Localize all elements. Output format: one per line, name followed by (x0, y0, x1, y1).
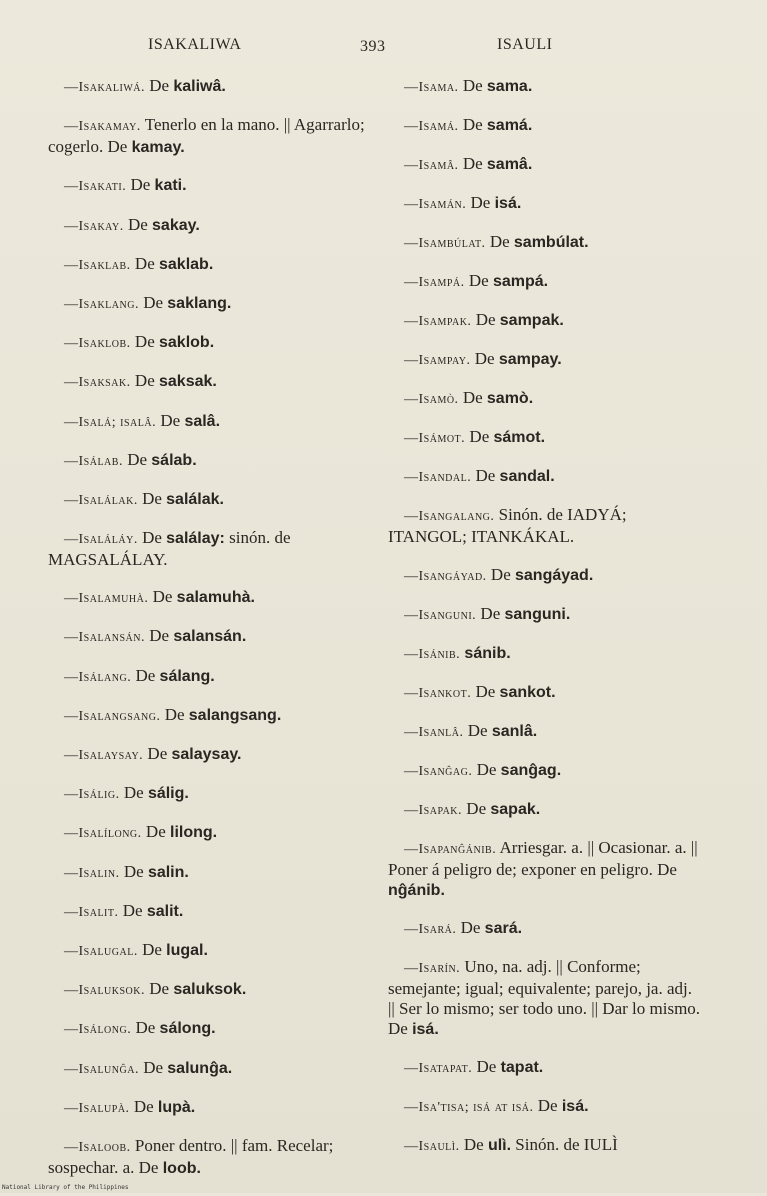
left-column (48, 76, 368, 1196)
entry-root-word: ulì. (487, 1137, 512, 1154)
entry-headword: —Isakay. (64, 218, 124, 234)
entry-definition: De (152, 587, 173, 607)
entry-root-word: kamay. (131, 139, 185, 157)
dictionary-entry (388, 349, 702, 371)
entry-headword: —Isaláláy. (64, 532, 138, 548)
entry-definition: De (135, 1018, 156, 1038)
entry-headword: —Isampak. (404, 314, 472, 329)
entry-root-word: sálab. (151, 451, 197, 469)
entry-root-word: loob. (162, 1159, 201, 1177)
entry-definition: De (489, 232, 510, 251)
entry-definition: De (537, 1096, 558, 1115)
entry-root-word: tapat. (500, 1059, 544, 1076)
entry-root-word: salunĝa. (167, 1059, 233, 1077)
entry-headword: —Isanlâ. (404, 725, 464, 740)
dictionary-entry (388, 565, 702, 587)
entry-headword: —Isálab. (64, 453, 123, 469)
entry-headword: —Isakaliwá. (64, 80, 145, 95)
dictionary-entry (48, 901, 368, 923)
entry-root-word: saklob. (159, 334, 215, 352)
dictionary-entry (388, 271, 702, 293)
entry-definition: De (122, 900, 143, 920)
header-left-guideword: ISAKALIWA (148, 36, 242, 53)
dictionary-entry (48, 979, 368, 1001)
entry-headword: —Isaloob. (64, 1139, 131, 1155)
entry-definition: Tenerlo en la mano. || Agarrarlo; cogerlo. De (48, 115, 365, 157)
entry-root-word: isá. (494, 195, 522, 212)
dictionary-entry (388, 310, 702, 332)
dictionary-entry (388, 643, 702, 665)
entry-definition: De (133, 1096, 154, 1116)
entry-headword: —Isama. (404, 80, 459, 95)
entry-headword: —Isalaysay. (64, 748, 144, 763)
entry-headword: —Isanguni. (404, 608, 477, 623)
entry-headword: —Isarín. (404, 961, 461, 976)
dictionary-entry (48, 489, 368, 511)
entry-root-word: sambúlat. (513, 234, 589, 251)
entry-root-word: sapak. (490, 801, 541, 818)
entry-root-word: sálong. (159, 1020, 216, 1038)
dictionary-entry (388, 1057, 702, 1079)
entry-root-word: saklab. (159, 255, 214, 273)
dictionary-entry (388, 799, 702, 821)
dictionary-entry (48, 1097, 368, 1119)
entry-definition: De (467, 721, 488, 740)
entry-definition: De (462, 76, 483, 95)
page-header (0, 36, 767, 60)
entry-root-word: lupà. (157, 1098, 196, 1116)
dictionary-entry (48, 822, 368, 844)
entry-headword: —Isálig. (64, 787, 120, 803)
entry-definition: De (470, 193, 491, 212)
dictionary-entry (388, 682, 702, 704)
footer-credit: National Library of the Philippines (2, 1184, 129, 1191)
entry-definition: De (142, 528, 162, 548)
entry-headword: —Isakamay. (64, 119, 141, 135)
entry-headword: —Isalugal. (64, 943, 138, 959)
entry-headword: —Isandal. (404, 470, 472, 485)
entry-headword: —Isamán. (404, 197, 467, 212)
dictionary-entry (388, 193, 702, 215)
entry-root-word: sampay. (498, 351, 562, 368)
dictionary-entry (388, 466, 702, 488)
dictionary-entry (48, 411, 368, 433)
entry-root-word: lugal. (166, 941, 208, 959)
entry-root-word: sánib. (464, 645, 511, 662)
dictionary-entry (48, 626, 368, 648)
entry-headword: —Isálong. (64, 1022, 132, 1038)
entry-root-word: sangáyad. (515, 567, 594, 584)
entry-headword: —Isangalang. (404, 509, 495, 524)
entry-root-word: sanguni. (504, 606, 571, 623)
entry-definition: De (475, 466, 496, 485)
entry-headword: —Isalangsang. (64, 708, 161, 724)
entry-headword: —Isaluksok. (64, 983, 146, 999)
entry-definition: De (134, 253, 155, 273)
dictionary-entry (48, 862, 368, 884)
entry-root-word: sampá. (492, 273, 549, 290)
dictionary-entry (388, 154, 702, 176)
entry-definition: De (143, 1057, 164, 1077)
page-number: 393 (360, 38, 386, 55)
dictionary-entry (48, 293, 368, 315)
dictionary-entry (388, 505, 702, 548)
entry-definition: De (142, 488, 162, 508)
entry-definition: De (476, 1057, 497, 1076)
entry-definition: Sinón. de IADYÁ; ITANGOL; ITANKÁKAL. (388, 505, 627, 546)
entry-root-word: saluksok. (173, 981, 247, 999)
entry-root-word: salansán. (173, 628, 247, 646)
entry-root-word: sámot. (493, 429, 546, 446)
entry-headword: —Isaklang. (64, 296, 139, 312)
entry-headword: —Isa'tisa; isá at isá. (404, 1100, 534, 1115)
entry-headword: —Isakati. (64, 179, 127, 195)
dictionary-entry (48, 528, 368, 570)
entry-headword: —Isampay. (404, 353, 471, 368)
dictionary-entry (388, 918, 702, 940)
entry-headword: —Isalansán. (64, 630, 146, 646)
entry-headword: —Isankot. (404, 686, 472, 701)
dictionary-entry (388, 115, 702, 137)
entry-definition: De (149, 979, 170, 999)
entry-definition: De (127, 214, 148, 234)
dictionary-entry (48, 1136, 368, 1179)
entry-definition: De (127, 449, 148, 469)
dictionary-entry (48, 450, 368, 472)
dictionary-entry (48, 744, 368, 766)
entry-headword: —Isalit. (64, 904, 119, 920)
entry-headword: —Isalá; isalâ. (64, 414, 157, 430)
entry-root-word: salamuhà. (176, 589, 255, 607)
dictionary-entry (48, 175, 368, 197)
entry-headword: —Isambúlat. (404, 236, 486, 251)
entry-headword: —Isalupà. (64, 1100, 130, 1116)
entry-headword: —Isámot. (404, 431, 466, 446)
entry-root-word: sanlâ. (491, 723, 538, 740)
entry-root-word: isá. (561, 1098, 589, 1115)
entry-root-word: sama. (486, 78, 533, 95)
dictionary-entry (388, 76, 702, 98)
entry-headword: —Isalin. (64, 865, 120, 881)
dictionary-entry (48, 666, 368, 688)
entry-root-word: kati. (154, 177, 187, 195)
entry-root-word: salâ. (184, 412, 221, 430)
entry-definition: De (462, 115, 483, 134)
entry-headword: —Isaulì. (404, 1139, 460, 1154)
dictionary-entry (48, 332, 368, 354)
entry-headword: —Isálang. (64, 669, 132, 685)
entry-headword: —Isamâ. (404, 158, 459, 173)
entry-headword: —Isatapat. (404, 1061, 473, 1076)
entry-root-word: sakay. (152, 216, 200, 234)
entry-headword: —Isamò. (404, 392, 459, 407)
dictionary-entry (388, 957, 702, 1040)
entry-root-word: saksak. (159, 373, 217, 391)
dictionary-entry (48, 371, 368, 393)
dictionary-entry (388, 1096, 702, 1118)
dictionary-entry (388, 388, 702, 410)
entry-definition: De (123, 861, 144, 881)
entry-definition: De (463, 1135, 484, 1154)
entry-root-word: lilong. (170, 824, 218, 842)
entry-definition: De (164, 704, 185, 724)
entry-definition: De (147, 744, 168, 763)
entry-definition: De (134, 371, 155, 391)
entry-definition: Arriesgar. a. || Ocasionar. a. || Poner á peligro de; exponer en peligro. De (388, 838, 698, 879)
entry-headword: —Isanĝag. (404, 764, 473, 779)
dictionary-entry (48, 783, 368, 805)
entry-headword: —Isampá. (404, 275, 465, 290)
entry-headword: —Isánib. (404, 647, 461, 662)
entry-definition: De (160, 410, 181, 430)
entry-root-word: isá. (412, 1021, 439, 1038)
entry-root-word: salálak. (166, 490, 224, 508)
entry-definition: De (462, 388, 483, 407)
entry-root-word: sálig. (147, 785, 189, 803)
dictionary-entry (388, 721, 702, 743)
entry-definition: De (460, 918, 481, 937)
entry-definition: De (466, 799, 487, 818)
entry-definition: De (135, 665, 156, 685)
entry-root-word: kaliwâ. (173, 78, 226, 95)
entry-root-word: salaysay. (171, 746, 242, 763)
dictionary-entry (48, 76, 368, 98)
dictionary-entry (48, 1018, 368, 1040)
dictionary-entry (48, 587, 368, 609)
entry-root-word: sampak. (499, 312, 564, 329)
entry-definition: De (480, 604, 501, 623)
dictionary-entry (48, 215, 368, 237)
entry-headword: —Isalamuhà. (64, 591, 149, 607)
entry-definition: De (469, 427, 490, 446)
entry-definition: Uno, na. adj. || Conforme; semejante; igual; equivalente; parejo, ja. adj. || Ser lo mismo; ser todo uno. || Dar lo mismo. De (388, 957, 701, 1038)
entry-definition: De (475, 310, 496, 329)
entry-definition: De (475, 682, 496, 701)
dictionary-entry (48, 115, 368, 158)
entry-headword: —Isaklob. (64, 336, 131, 352)
entry-headword: —Isaklab. (64, 257, 131, 273)
entry-definition: De (462, 154, 483, 173)
dictionary-entry (388, 760, 702, 782)
entry-root-word: salit. (146, 902, 184, 920)
entry-headword: —Isalunĝa. (64, 1061, 139, 1077)
entry-headword: —Isapanĝánib. (404, 842, 497, 857)
entry-definition: De (142, 939, 162, 959)
entry-root-word: salangsang. (188, 706, 282, 724)
entry-root-word: samá. (486, 117, 533, 134)
entry-headword: —Isalálak. (64, 492, 138, 508)
entry-root-word: samâ. (486, 156, 533, 173)
dictionary-entry (48, 254, 368, 276)
entry-definition: De (490, 565, 511, 584)
entry-definition: De (474, 349, 495, 368)
dictionary-entry (48, 705, 368, 727)
dictionary-entry (48, 940, 368, 962)
entry-definition: De (149, 76, 170, 95)
entry-definition: De (145, 822, 166, 842)
entry-definition: De (123, 783, 144, 803)
entry-root-word: sará. (484, 920, 523, 937)
entry-headword: —Isalílong. (64, 826, 142, 842)
entry-note: sinón. de MAGSALÁLAY. (48, 528, 291, 570)
entry-root-word: sandal. (499, 468, 555, 485)
entry-root-word: sanĝag. (500, 762, 562, 779)
entry-definition: De (468, 271, 489, 290)
entry-headword: —Isapak. (404, 803, 463, 818)
entry-definition: De (149, 626, 170, 646)
entry-headword: —Isamá. (404, 119, 459, 134)
entry-headword: —Isaksak. (64, 375, 131, 391)
entry-definition: Poner dentro. || fam. Recelar; sospechar. a. De (48, 1135, 334, 1177)
entry-root-word: salálay: (166, 530, 225, 548)
entry-root-word: samò. (486, 390, 534, 407)
entry-headword: —Isangáyad. (404, 569, 487, 584)
dictionary-entry (388, 1135, 702, 1157)
dictionary-entry (388, 427, 702, 449)
entry-root-word: saklang. (167, 294, 232, 312)
entry-definition: De (476, 760, 497, 779)
dictionary-entry (48, 1058, 368, 1080)
entry-root-word: sálang. (159, 667, 215, 685)
header-right-guideword: ISAULI (497, 36, 553, 53)
entry-note: Sinón. de IULÌ (515, 1135, 618, 1154)
dictionary-entry (388, 838, 702, 901)
dictionary-entry (388, 232, 702, 254)
dictionary-entry (388, 604, 702, 626)
right-column (388, 76, 702, 1174)
entry-definition: De (130, 175, 151, 195)
entry-root-word: sankot. (499, 684, 556, 701)
entry-root-word: salin. (147, 863, 189, 881)
entry-root-word: nĝánib. (388, 882, 445, 899)
entry-definition: De (143, 292, 164, 312)
entry-headword: —Isará. (404, 922, 457, 937)
entry-definition: De (134, 332, 155, 352)
